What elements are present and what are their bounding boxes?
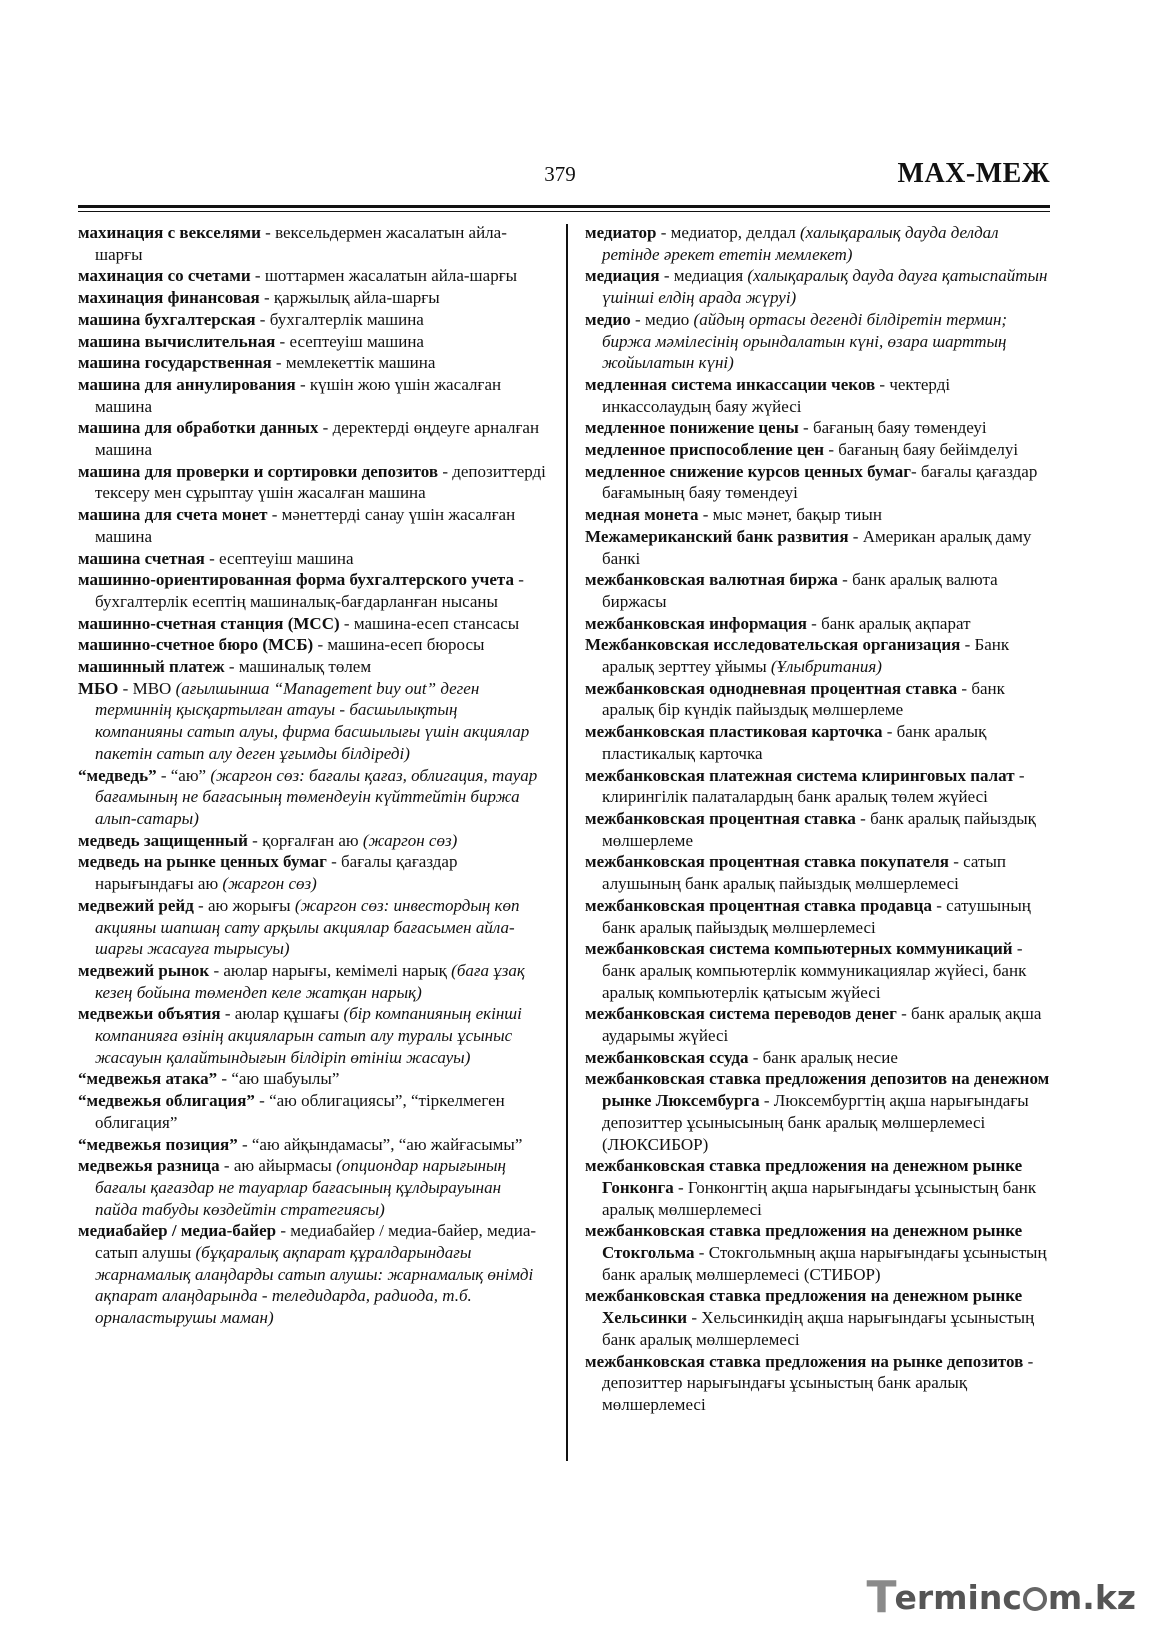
entry-definition: медиация bbox=[673, 266, 744, 286]
entry-definition: бағалы қағаздар бағамының баяу төмендеуі bbox=[602, 461, 1038, 503]
entry-term: “медведь” bbox=[78, 765, 157, 785]
entry-separator: - bbox=[259, 288, 274, 308]
entry-separator: - bbox=[217, 1069, 232, 1089]
entry-term: медиатор bbox=[585, 223, 657, 242]
entry-note: (жаргон сөз: инвестордың көп акцияны шапшаң сату арқылы акциялар бағасымен айла-шарғы жасауға тырысуы) bbox=[95, 895, 520, 959]
entry-term: машинно-ориентированная форма бухгалтерского учета bbox=[78, 570, 514, 590]
entry-definition: “аю” bbox=[170, 765, 207, 785]
entry-separator: - bbox=[313, 635, 328, 655]
dictionary-entry bbox=[585, 678, 1053, 721]
entry-definition: Стокгольмның ақша нарығындағы ұсыныстың банк аралық мөлшерлемесі (СТИБОР) bbox=[602, 1243, 1047, 1284]
entry-definition: Американ аралық даму банкі bbox=[602, 526, 1032, 568]
entry-separator: - bbox=[931, 895, 947, 915]
dictionary-entry bbox=[585, 1068, 1053, 1155]
entry-note: (опциондар нарығының бағалы қағаздар не тауарлар бағасының құлдырауынан пайда табуды көздейтін стратегиясы) bbox=[95, 1156, 506, 1219]
entry-term: медведь защищенный bbox=[78, 830, 248, 850]
entry-term: межбанковская процентная ставка bbox=[585, 808, 856, 828]
dictionary-entry bbox=[78, 851, 546, 894]
entry-definition: сатушының банк аралық пайыздық мөлшерлемесі bbox=[602, 895, 1031, 937]
entry-separator: - bbox=[438, 461, 453, 481]
entry-term: машина счетная bbox=[78, 548, 205, 568]
entry-term: межбанковская платежная система клиринговых палат bbox=[585, 765, 1015, 785]
dictionary-entry bbox=[585, 439, 1053, 461]
entry-note: (жаргон сөз) bbox=[362, 830, 458, 850]
entry-definition: мемлекеттік машина bbox=[285, 353, 436, 373]
dictionary-entry bbox=[78, 1220, 546, 1329]
entry-definition: Гонконгтің ақша нарығындағы ұсыныстың банк аралық мөлшерлемесі bbox=[602, 1177, 1037, 1219]
entry-separator: - bbox=[1023, 1351, 1034, 1371]
entry-definition: медиатор, делдал bbox=[670, 223, 796, 242]
header-rule-thick bbox=[78, 205, 1050, 208]
entry-term: машина для проверки и сортировки депозитов bbox=[78, 461, 439, 481]
dictionary-entry bbox=[78, 352, 546, 374]
entry-definition: банк аралық несие bbox=[762, 1047, 898, 1067]
entry-definition: есептеуіш машина bbox=[289, 331, 424, 351]
dictionary-entry bbox=[585, 1351, 1053, 1416]
entry-definition: машина-есеп бюросы bbox=[327, 635, 485, 655]
header-rule-thin bbox=[78, 211, 1050, 212]
entry-definition: депозиттер нарығындағы ұсыныстың банк аралық мөлшерлемесі bbox=[602, 1373, 968, 1414]
entry-term: межбанковская ставка предложения на денежном рынке Хельсинки bbox=[585, 1286, 1023, 1328]
entry-separator: - bbox=[271, 353, 286, 373]
dictionary-entry bbox=[78, 569, 546, 612]
entry-separator: - bbox=[656, 223, 671, 242]
entry-separator: - bbox=[254, 1091, 270, 1111]
entry-separator: - bbox=[837, 570, 853, 590]
entry-separator: - bbox=[698, 505, 713, 525]
dictionary-entry bbox=[78, 960, 546, 1003]
dictionary-entry bbox=[78, 830, 546, 852]
entry-note: (жаргон сөз: бағалы қағаз, облигация, тауар бағамының не бағасының төмендеуін күйттейтін биржа алып-сатары) bbox=[95, 765, 538, 828]
entry-note: (халықаралық дауда дауға қатыспайтын үшінші елдің арада жүруі) bbox=[602, 266, 1048, 308]
entry-separator: - bbox=[295, 374, 310, 394]
entry-term: махинация финансовая bbox=[78, 288, 260, 308]
logo-t: T bbox=[866, 1571, 897, 1623]
entry-term: медвежий рынок bbox=[78, 960, 210, 980]
entry-term: межбанковская система переводов денег bbox=[585, 1004, 897, 1024]
entry-term: межбанковская система компьютерных коммуникаций bbox=[585, 939, 1013, 959]
dictionary-entry bbox=[78, 287, 546, 309]
entry-term: МБО bbox=[78, 678, 119, 698]
entry-term: межбанковская ставка предложения на рынке депозитов bbox=[585, 1351, 1024, 1371]
entry-separator: - bbox=[848, 526, 863, 546]
entry-separator: - bbox=[250, 266, 265, 286]
dictionary-entry bbox=[78, 331, 546, 353]
entry-separator: - bbox=[957, 678, 972, 698]
entry-term: межбанковская ссуда bbox=[585, 1047, 749, 1067]
entry-separator: - bbox=[960, 635, 975, 655]
entry-term: машинный платеж bbox=[78, 657, 225, 677]
dictionary-entry bbox=[585, 374, 1053, 417]
entry-definition: депозиттерді тексеру мен сұрыптау үшін жасалған машина bbox=[95, 461, 546, 503]
entry-separator: - bbox=[219, 1156, 234, 1176]
entry-term: медведь на рынке ценных бумаг bbox=[78, 852, 327, 872]
dictionary-entry bbox=[585, 634, 1053, 677]
entry-separator: - bbox=[237, 1134, 252, 1154]
entry-definition: бағалы қағаздар нарығындағы аю bbox=[95, 852, 458, 894]
dictionary-entry bbox=[78, 265, 546, 287]
entry-separator: - bbox=[156, 765, 171, 785]
entry-term: Межбанковская исследовательская организация bbox=[585, 635, 961, 655]
dictionary-entry bbox=[585, 1285, 1053, 1350]
entry-separator: - bbox=[910, 461, 921, 481]
running-head: МАХ-МЕЖ bbox=[897, 158, 1050, 189]
entry-definition: банк аралық пластикалық карточка bbox=[602, 722, 987, 763]
entry-separator: - bbox=[267, 505, 282, 525]
entry-note: (айдың ортасы дегенді білдіретін термин; биржа мәмілесінің орындалатын күні, өзара шарттың жойылатын күні) bbox=[602, 309, 1008, 373]
entry-separator: - bbox=[948, 852, 964, 872]
entry-separator: - bbox=[673, 1177, 688, 1197]
entry-term: медвежья разница bbox=[78, 1156, 220, 1176]
entry-term: медленное понижение цены bbox=[585, 418, 799, 438]
entry-definition: аюлар құшағы bbox=[234, 1004, 340, 1024]
entry-term: “медвежья атака” bbox=[78, 1069, 218, 1089]
entry-term: медиация bbox=[585, 266, 660, 286]
entry-separator: - bbox=[659, 266, 674, 286]
entry-definition: Банк аралық зерттеу ұйымы bbox=[602, 635, 1010, 677]
entry-definition: қаржылық айла-шарғы bbox=[273, 288, 440, 308]
dictionary-entry bbox=[585, 504, 1053, 526]
entry-term: медвежьи объятия bbox=[78, 1004, 221, 1024]
logo-text-post: m.kz bbox=[1047, 1577, 1136, 1617]
entry-definition: шоттармен жасалатын айла-шарғы bbox=[264, 266, 518, 286]
entry-separator: - bbox=[748, 1047, 763, 1067]
entry-term: медвежий рейд bbox=[78, 895, 194, 915]
entry-note: (баға ұзақ кезең бойына төмендеп келе жатқан нарық) bbox=[95, 960, 525, 1002]
entry-definition: мыс мәнет, бақыр тиын bbox=[712, 505, 882, 525]
entry-separator: - bbox=[260, 223, 276, 242]
dictionary-entry bbox=[585, 613, 1053, 635]
entry-definition: банк аралық бір күндік пайыздық мөлшерлеме bbox=[602, 678, 1005, 720]
entry-definition: аю айырмасы bbox=[233, 1156, 332, 1176]
entry-separator: - bbox=[326, 852, 342, 872]
entry-definition: медио bbox=[644, 309, 690, 329]
entry-separator: - bbox=[759, 1091, 774, 1111]
entry-separator: - bbox=[318, 418, 333, 438]
entry-definition: чектерді инкассолаудың баяу жүйесі bbox=[602, 374, 951, 416]
entry-note: (бұқаралық ақпарат құралдарындағы жарнамалық алаңдарды сатып алушы: жарнамалық өнімді ақпарат алаңдарында - теледидарда, радиода, т.б. орналастырушы маман) bbox=[95, 1243, 534, 1328]
entry-term: “медвежья позиция” bbox=[78, 1134, 238, 1154]
entry-separator: - bbox=[806, 613, 822, 633]
entry-definition: банк аралық ақша аударымы жүйесі bbox=[602, 1004, 1042, 1046]
dictionary-entry bbox=[78, 222, 546, 265]
entry-term: межбанковская процентная ставка продавца bbox=[585, 895, 932, 915]
entry-separator: - bbox=[1014, 765, 1025, 785]
entry-term: межбанковская ставка предложения на денежном рынке Стокгольма bbox=[585, 1221, 1023, 1263]
entry-definition: бухгалтерлік есептің машиналық-бағдарланған нысаны bbox=[95, 591, 498, 611]
dictionary-entry bbox=[78, 309, 546, 331]
dictionary-entry bbox=[585, 309, 1053, 374]
entry-separator: - bbox=[209, 960, 224, 980]
dictionary-entry bbox=[585, 765, 1053, 808]
dictionary-entry bbox=[585, 895, 1053, 938]
entry-separator: - bbox=[513, 570, 524, 590]
left-column bbox=[78, 222, 546, 1329]
entry-definition: есептеуіш машина bbox=[219, 548, 354, 568]
entry-definition: “аю айқындамасы”, “аю жайғасымы” bbox=[251, 1134, 523, 1154]
column-divider bbox=[566, 224, 568, 1461]
entry-definition: Люксембургтің ақша нарығындағы депозиттер ұсынысының банк аралық мөлшерлемесі (ЛЮКСИБОР) bbox=[602, 1091, 1029, 1154]
entry-term: машина для аннулирования bbox=[78, 374, 296, 394]
logo-o-ring-icon bbox=[1023, 1587, 1047, 1611]
entry-definition: бағаның баяу бейімделуі bbox=[838, 440, 1019, 460]
entry-term: машинно-счетная станция (МСС) bbox=[78, 613, 340, 633]
entry-note: (жаргон сөз) bbox=[222, 874, 317, 894]
entry-term: “медвежья облигация” bbox=[78, 1091, 255, 1111]
entry-term: махинация с векселями bbox=[78, 223, 261, 242]
dictionary-entry bbox=[585, 1047, 1053, 1069]
entry-term: машина государственная bbox=[78, 353, 272, 373]
entry-separator: - bbox=[882, 722, 897, 742]
dictionary-entry bbox=[585, 938, 1053, 1003]
entry-definition: клирингілік палаталардың банк аралық төлем жүйесі bbox=[602, 787, 988, 807]
entry-separator: - bbox=[224, 657, 239, 677]
entry-definition: машина-есеп стансасы bbox=[353, 613, 520, 633]
entry-separator: - bbox=[118, 678, 133, 698]
entry-definition: аю жорығы bbox=[207, 895, 291, 915]
entry-definition: вексельдермен жасалатын айла-шарғы bbox=[95, 223, 507, 264]
dictionary-entry bbox=[585, 526, 1053, 569]
entry-definition: “аю шабуылы” bbox=[231, 1069, 340, 1089]
entry-definition: қорғалған аю bbox=[262, 830, 359, 850]
entry-term: медленная система инкассации чеков bbox=[585, 374, 876, 394]
entry-separator: - bbox=[247, 830, 263, 850]
dictionary-entry bbox=[78, 765, 546, 830]
entry-note: (ағылшынша “Management buy out” деген терминнің қысқартылған атауы - басшылықтың компанияны сатып алуы, фирма басшылығы үшін акциялар пакетін сатып алу деген ұғымды білдіреді) bbox=[95, 678, 530, 763]
entry-term: Межамериканский банк развития bbox=[585, 526, 849, 546]
entry-definition: бухгалтерлік машина bbox=[269, 309, 424, 329]
dictionary-entry bbox=[78, 1134, 546, 1156]
entry-definition: “аю облигациясы”, “тіркелмеген облигация” bbox=[95, 1091, 505, 1132]
entry-term: межбанковская ставка предложения на денежном рынке Гонконга bbox=[585, 1156, 1023, 1197]
entry-term: медная монета bbox=[585, 505, 699, 525]
entry-separator: - bbox=[220, 1004, 235, 1024]
dictionary-entry bbox=[585, 265, 1053, 308]
dictionary-entry bbox=[585, 461, 1053, 504]
entry-separator: - bbox=[204, 548, 220, 568]
entry-term: медленное снижение курсов ценных бумаг bbox=[585, 461, 911, 481]
entry-separator: - bbox=[339, 613, 354, 633]
dictionary-entry bbox=[78, 504, 546, 547]
right-column bbox=[585, 222, 1053, 1416]
dictionary-entry bbox=[585, 1155, 1053, 1220]
entry-term: медленное приспособление цен bbox=[585, 440, 825, 460]
dictionary-entry bbox=[585, 417, 1053, 439]
terminkom-logo bbox=[866, 1571, 1136, 1623]
entry-separator: - bbox=[798, 418, 813, 438]
entry-term: межбанковская ставка предложения депозитов на денежном рынке Люксембурга bbox=[585, 1069, 1050, 1111]
entry-separator: - bbox=[275, 331, 290, 351]
entry-definition: Хельсинкидің ақша нарығындағы ұсыныстың банк аралық мөлшерлемесі bbox=[602, 1308, 1035, 1349]
entry-definition: банк аралық ақпарат bbox=[821, 613, 971, 633]
entry-definition: банк аралық валюта биржасы bbox=[602, 570, 998, 611]
dictionary-entry bbox=[585, 851, 1053, 894]
entry-term: медиабайер / медиа-байер bbox=[78, 1221, 277, 1241]
dictionary-entry bbox=[78, 1068, 546, 1090]
entry-definition: MBO bbox=[132, 678, 172, 698]
entry-separator: - bbox=[824, 440, 839, 460]
dictionary-entry bbox=[585, 721, 1053, 764]
entry-separator: - bbox=[255, 309, 270, 329]
dictionary-entry bbox=[78, 613, 546, 635]
entry-definition: күшін жою үшін жасалған машина bbox=[95, 374, 502, 416]
dictionary-entry bbox=[585, 1220, 1053, 1285]
entry-separator: - bbox=[193, 895, 208, 915]
entry-term: межбанковская процентная ставка покупателя bbox=[585, 852, 949, 872]
entry-definition: сатып алушының банк аралық пайыздық мөлшерлемесі bbox=[602, 852, 1006, 894]
entry-term: машина бухгалтерская bbox=[78, 309, 256, 329]
entry-definition: банк аралық пайыздық мөлшерлеме bbox=[602, 808, 1036, 850]
entry-term: машинно-счетное бюро (МСБ) bbox=[78, 635, 314, 655]
dictionary-entry bbox=[78, 1003, 546, 1068]
entry-note: (бір компанияның екінші компанияға өзінің акцияларын сатып алу туралы ұсыныс жасауын қалайтындығын білдіріп өтініш жасауы) bbox=[95, 1004, 522, 1067]
entry-definition: деректерді өңдеуге арналған машина bbox=[95, 418, 540, 460]
entry-term: межбанковская пластиковая карточка bbox=[585, 722, 883, 742]
entry-term: махинация со счетами bbox=[78, 266, 251, 286]
dictionary-entry bbox=[78, 461, 546, 504]
dictionary-entry bbox=[78, 656, 546, 678]
entry-separator: - bbox=[1012, 939, 1023, 959]
entry-term: машина для обработки данных bbox=[78, 418, 319, 438]
entry-term: медио bbox=[585, 309, 631, 329]
dictionary-entry bbox=[585, 222, 1053, 265]
entry-term: межбанковская информация bbox=[585, 613, 807, 633]
dictionary-entry bbox=[585, 1003, 1053, 1046]
entry-definition: мәнеттерді санау үшін жасалған машина bbox=[95, 505, 516, 546]
entry-definition: бағаның баяу төмендеуі bbox=[812, 418, 987, 438]
entry-term: межбанковская валютная биржа bbox=[585, 570, 838, 590]
entry-term: машина вычислительная bbox=[78, 331, 276, 351]
entry-separator: - bbox=[276, 1221, 291, 1241]
entry-separator: - bbox=[896, 1004, 911, 1024]
page-number: 379 bbox=[544, 162, 576, 186]
entry-definition: аюлар нарығы, кемімелі нарық bbox=[223, 960, 447, 980]
entry-term: межбанковская однодневная процентная ставка bbox=[585, 678, 958, 698]
dictionary-entry bbox=[78, 548, 546, 570]
dictionary-entry bbox=[78, 1090, 546, 1133]
entry-separator: - bbox=[694, 1243, 709, 1263]
dictionary-entry bbox=[78, 1155, 546, 1220]
dictionary-entry bbox=[78, 417, 546, 460]
dictionary-entry bbox=[78, 895, 546, 960]
logo-text-pre: erminc bbox=[894, 1577, 1022, 1617]
entry-definition: машиналық төлем bbox=[238, 657, 372, 677]
entry-note: (халықаралық дауда делдал ретінде әрекет ететін мемлекет) bbox=[602, 223, 999, 264]
entry-term: машина для счета монет bbox=[78, 505, 268, 525]
entry-separator: - bbox=[855, 808, 871, 828]
entry-separator: - bbox=[687, 1308, 702, 1328]
dictionary-entry bbox=[78, 678, 546, 765]
dictionary-entry bbox=[78, 634, 546, 656]
entry-separator: - bbox=[630, 309, 645, 329]
dictionary-entry bbox=[585, 808, 1053, 851]
entry-separator: - bbox=[875, 374, 890, 394]
dictionary-entry bbox=[78, 374, 546, 417]
entry-definition: банк аралық компьютерлік коммуникациялар жүйесі, банк аралық компьютерлік қатысым жүйесі bbox=[602, 960, 1027, 1002]
dictionary-entry bbox=[585, 569, 1053, 612]
entry-definition: медиабайер / медиа-байер, медиа-сатып алушы bbox=[95, 1221, 537, 1263]
entry-note: (Ұлыбритания) bbox=[770, 657, 882, 677]
